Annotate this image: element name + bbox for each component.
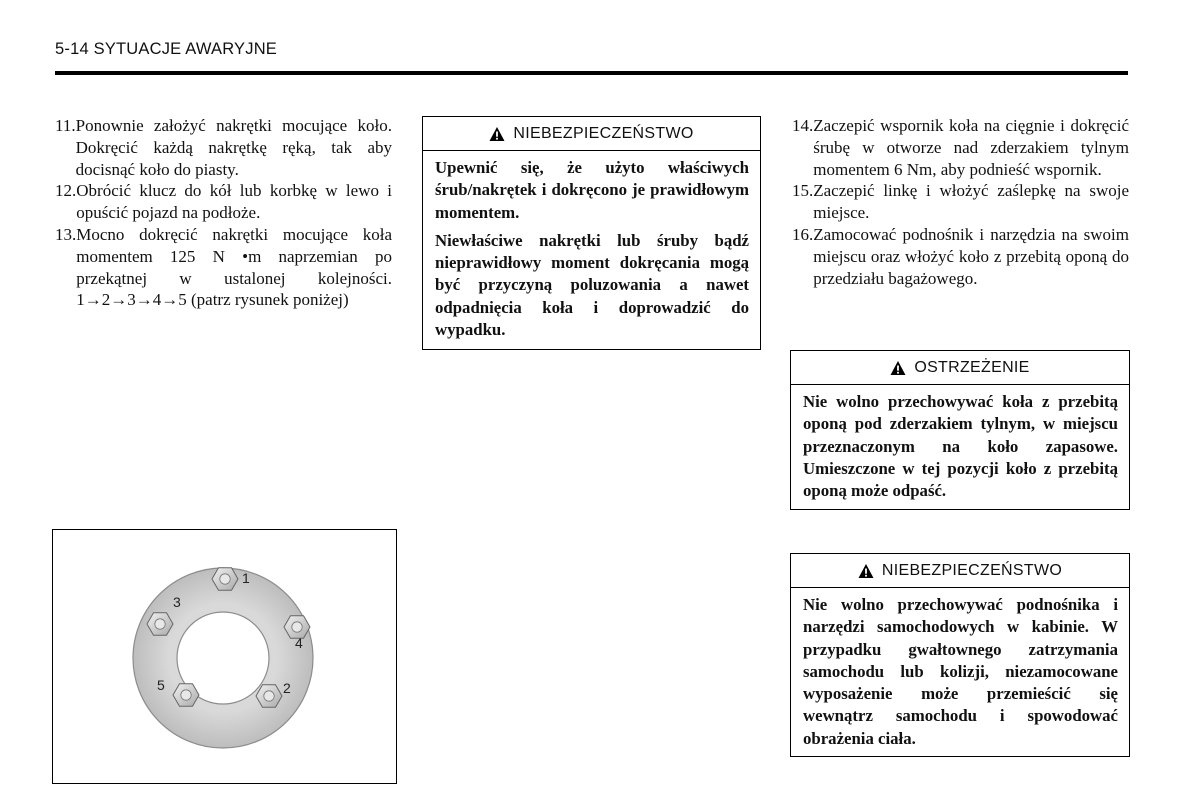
nut-label-2: 2	[283, 680, 291, 696]
item-number: 13.	[55, 224, 77, 244]
nut-label-1: 1	[242, 570, 250, 586]
warning-triangle-icon	[858, 563, 874, 579]
nut-label-4: 4	[295, 635, 303, 651]
danger-box-header	[423, 117, 760, 151]
item-text: Zamocować podnośnik i narzędzia na swoim miejscu oraz włożyć koło z przebitą oponą do przedziału bagażowego.	[813, 224, 1129, 288]
item-text: Obrócić klucz do kół lub korbkę w lewo i opuścić pojazd na podłoże.	[76, 181, 392, 223]
danger-box-body	[423, 151, 760, 349]
list-item	[792, 224, 1129, 289]
danger-box	[790, 553, 1130, 757]
danger-box-body	[791, 588, 1129, 756]
warning-triangle-icon	[489, 126, 505, 142]
list-item	[55, 180, 392, 224]
danger-box-title: NIEBEZPIECZEŃSTWO	[881, 561, 1063, 579]
warning-triangle-icon	[890, 360, 906, 376]
warning-box-title: OSTRZEŻENIE	[914, 358, 1030, 376]
list-item	[55, 224, 392, 311]
page-header: 5-14 SYTUACJE AWARYJNE	[55, 40, 278, 58]
item-number: 14.	[792, 116, 814, 135]
warning-box-body	[791, 385, 1129, 509]
left-column	[55, 115, 392, 311]
danger-box-title: NIEBEZPIECZEŃSTWO	[513, 124, 694, 142]
danger-box-header	[791, 554, 1129, 588]
item-text: Ponownie założyć nakrętki mocujące koło. Dokręcić każdą nakrętkę ręką, tak aby docisnąć koło do piasty.	[75, 116, 392, 179]
wheel-nut-figure	[52, 529, 397, 784]
item-text: Zaczepić wspornik koła na cięgnie i dokręcić śrubę w otworze nad zderzakiem tylnym momentem 6 Nm, aby podnieść wspornik.	[813, 116, 1129, 179]
warning-paragraph: Nie wolno przechowywać koła z przebitą oponą pod zderzakiem tylnym, w miejscu przeznaczonym na koło zapasowe. Umieszczone w tej pozycji koło z przebitą oponą może odpaść.	[803, 392, 1118, 501]
danger-box	[422, 116, 761, 350]
warning-box-header	[791, 351, 1129, 385]
warning-box	[790, 350, 1130, 510]
header-rule	[55, 71, 1128, 75]
nut-label-3: 3	[173, 594, 181, 610]
wheel-hub-illustration	[53, 530, 396, 783]
item-number: 11.	[55, 116, 76, 135]
list-item	[792, 115, 1129, 180]
danger-paragraph: Upewnić się, że użyto właściwych śrub/nakrętek i dokręcono je prawidłowym momentem.	[435, 158, 749, 222]
list-item	[792, 180, 1129, 224]
danger-paragraph: Niewłaściwe nakrętki lub śruby bądź nieprawidłowy moment dokręcania mogą być przyczyną poluzowania a nawet odpadnięcia koła i doprowadzić do wypadku.	[435, 230, 749, 340]
item-number: 12.	[55, 181, 77, 201]
danger-paragraph: Nie wolno przechowywać podnośnika i narzędzi samochodowych w kabinie. W przypadku gwałtownego zatrzymania samochodu lub kolizji, niezamocowane wyposażenie może przemieścić się wewnątrz samochodu i spowodować obrażenia ciała.	[803, 595, 1118, 748]
item-number: 16.	[792, 224, 814, 244]
list-item	[55, 115, 392, 180]
item-text: Mocno dokręcić nakrętki mocujące koła momentem 125 N •m naprzemian po przekątnej w ustalonej kolejności. 1→2→3→4→5 (patrz rysunek poniżej)	[76, 224, 392, 310]
item-text: Zaczepić linkę i włożyć zaślepkę na swoje miejsce.	[813, 181, 1129, 223]
nut-label-5: 5	[157, 677, 165, 693]
item-number: 15.	[792, 181, 814, 201]
right-column	[792, 115, 1129, 289]
